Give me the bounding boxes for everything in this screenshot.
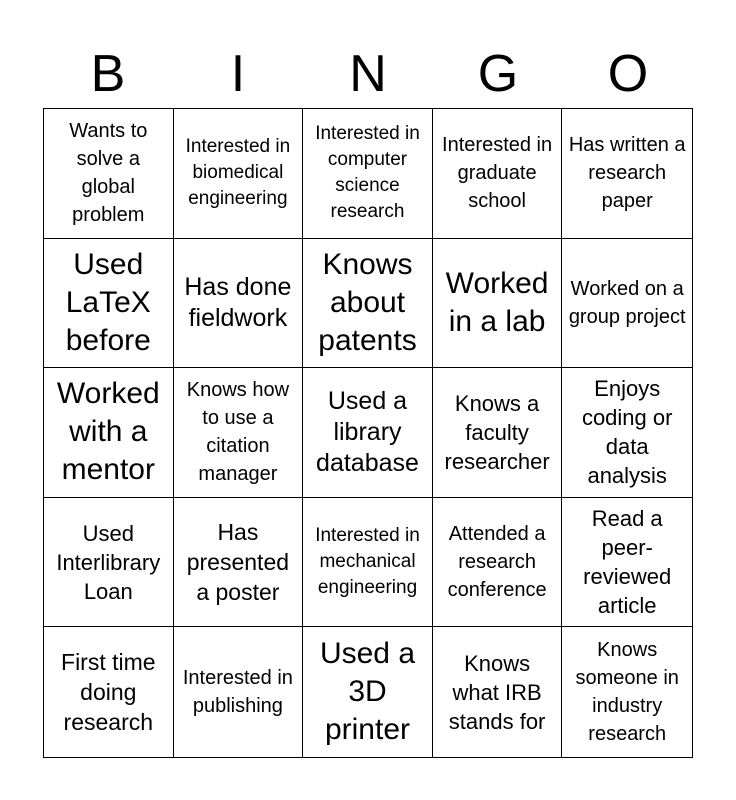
cell-text: Enjoys coding or data analysis (581, 376, 673, 489)
cell-text: Interested in computer science research (315, 123, 420, 223)
bingo-cell[interactable] (433, 368, 563, 498)
bingo-board (43, 108, 693, 758)
bingo-cell[interactable] (562, 627, 692, 757)
bingo-cell[interactable] (303, 368, 433, 498)
cell-text: Used LaTeX before (65, 247, 151, 357)
bingo-cell[interactable] (174, 239, 304, 369)
cell-text: Wants to solve a global problem (69, 120, 148, 227)
bingo-cell[interactable] (303, 627, 433, 757)
header-letter-g: G (477, 45, 519, 103)
header-letter-b: B (90, 45, 126, 103)
cell-text: Interested in graduate school (442, 134, 553, 213)
header-letter-o: O (607, 45, 649, 103)
bingo-cell[interactable] (44, 627, 174, 757)
cell-text: Used a 3D printer (319, 637, 416, 747)
cell-text: Interested in mechanical engineering (315, 525, 420, 599)
cell-text: Used a library database (316, 386, 419, 477)
cell-text: Worked in a lab (445, 266, 549, 338)
bingo-cell[interactable] (44, 368, 174, 498)
bingo-cell[interactable] (303, 498, 433, 628)
cell-text: First time doing research (61, 649, 156, 736)
bingo-cell[interactable] (562, 498, 692, 628)
bingo-cell[interactable] (562, 239, 692, 369)
cell-text: Interested in biomedical engineering (185, 136, 291, 210)
cell-text: Read a peer-reviewed article (583, 506, 672, 619)
cell-text: Has done fieldwork (184, 272, 292, 332)
cell-text: Knows what IRB stands for (448, 650, 546, 734)
bingo-cell[interactable] (433, 498, 563, 628)
bingo-cell[interactable] (562, 368, 692, 498)
cell-text: Has presented a poster (186, 519, 290, 606)
bingo-cell[interactable] (433, 109, 563, 239)
bingo-cell[interactable] (174, 627, 304, 757)
header-letter-n: N (349, 45, 387, 103)
bingo-cell[interactable] (44, 109, 174, 239)
bingo-cell[interactable] (44, 498, 174, 628)
bingo-cell[interactable] (174, 368, 304, 498)
bingo-cell[interactable] (44, 239, 174, 369)
cell-text: Knows someone in industry research (575, 639, 679, 746)
bingo-cell[interactable] (303, 109, 433, 239)
cell-text: Worked with a mentor (56, 377, 160, 487)
cell-text: Used Interlibrary Loan (56, 520, 161, 604)
bingo-cell[interactable] (174, 109, 304, 239)
bingo-cell[interactable] (303, 239, 433, 369)
cell-text: Interested in publishing (182, 667, 293, 718)
bingo-header (43, 40, 693, 108)
cell-text: Knows a faculty researcher (444, 390, 550, 474)
cell-text: Worked on a group project (568, 277, 686, 328)
bingo-cell[interactable] (433, 627, 563, 757)
bingo-cell[interactable] (174, 498, 304, 628)
bingo-cell[interactable] (562, 109, 692, 239)
header-letter-i: I (230, 45, 246, 103)
cell-text: Knows about patents (318, 247, 417, 357)
cell-text: Knows how to use a citation manager (186, 379, 290, 486)
cell-text: Attended a research conference (447, 523, 547, 602)
cell-text: Has written a research paper (568, 134, 686, 213)
bingo-cell[interactable] (433, 239, 563, 369)
